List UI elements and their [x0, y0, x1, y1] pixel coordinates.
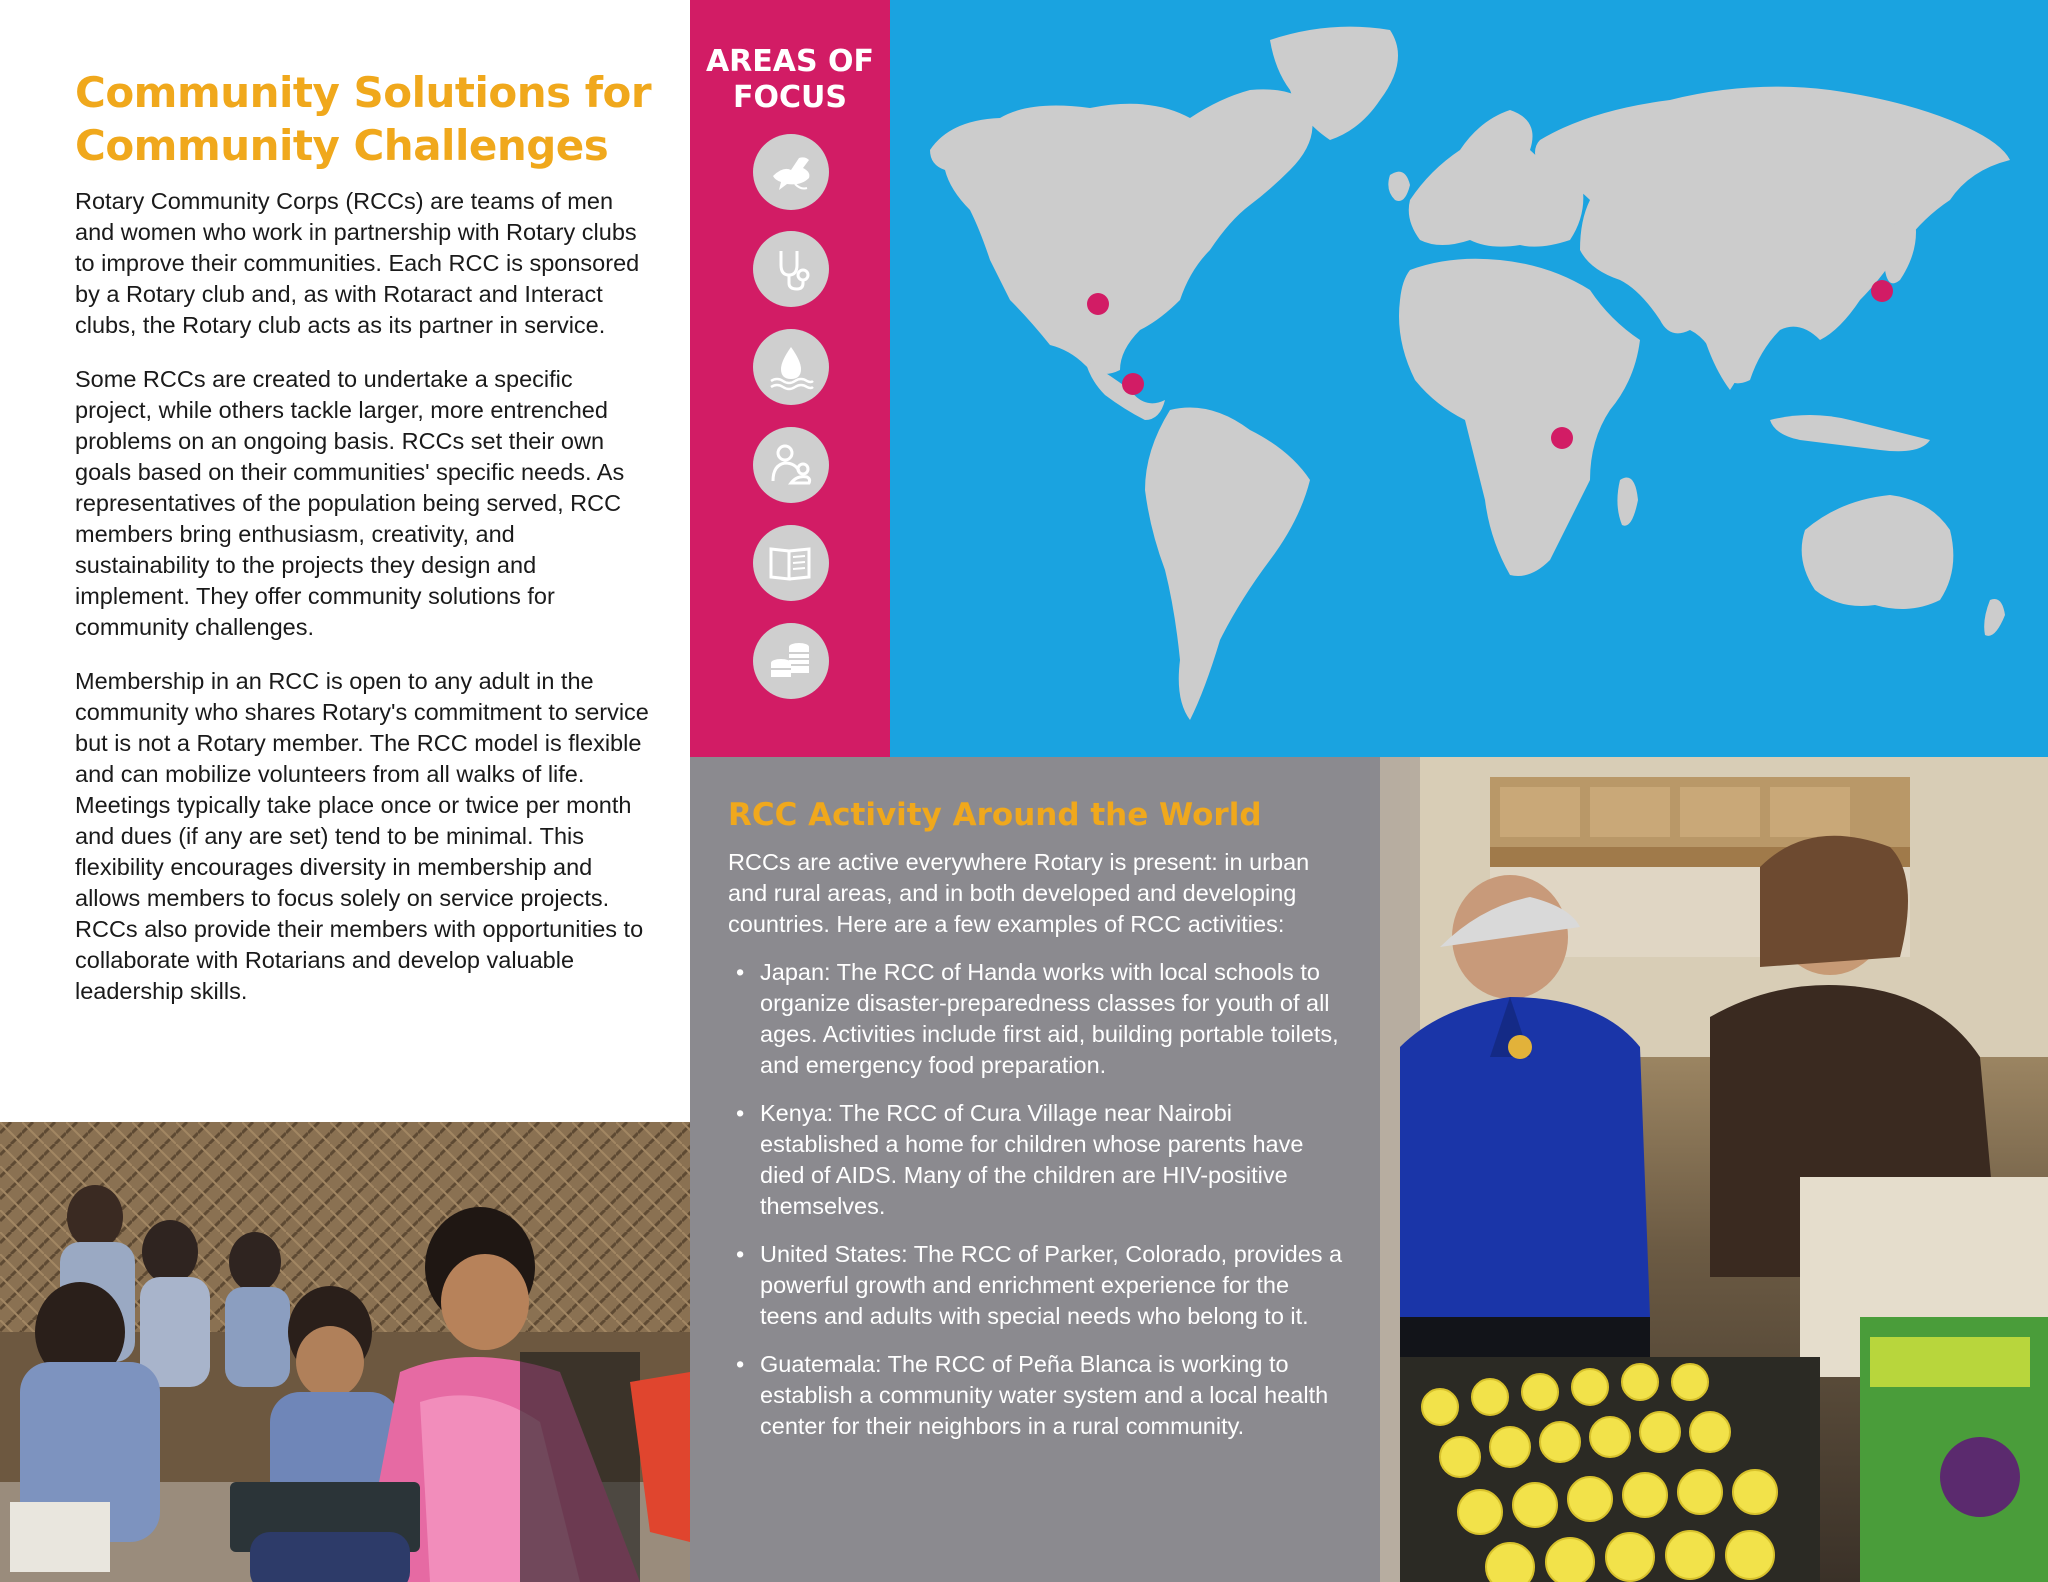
- food-bank-photo-illustration: [1380, 757, 2048, 1582]
- world-map-graphic: [890, 0, 2048, 757]
- areas-of-focus-title: [690, 44, 890, 116]
- food-bank-photo: [1380, 757, 2048, 1582]
- areas-of-focus-bar: [690, 0, 890, 757]
- continent-uk: [1388, 172, 1410, 201]
- continent-indonesia: [1770, 415, 1930, 451]
- activity-item-kenya: • Kenya: The RCC of Cura Village near Nairobi established a home for children whose parents have died of AIDS. Many of the children are HIV-positive themselves.: [728, 1098, 1348, 1222]
- water-drop-icon: [753, 329, 829, 405]
- continent-new-zealand: [1984, 599, 2005, 636]
- activity-list: [728, 957, 1348, 1459]
- activity-item-japan: • Japan: The RCC of Handa works with local schools to organize disaster-preparedness classes for youth of all ages. Activities include first aid, building portable toilets, and emergency food preparation.: [728, 957, 1348, 1081]
- continent-australia: [1802, 495, 1954, 609]
- map-marker-kenya: [1551, 427, 1573, 449]
- intro-paragraph-1: Rotary Community Corps (RCCs) are teams of men and women who work in partnership with Rotary clubs to improve their communities. Each RCC is sponsored by a Rotary club and, as with Rotaract and Interact clubs, the Rotary club acts as its partner in service.: [75, 188, 640, 338]
- continent-europe: [1409, 110, 1584, 247]
- classroom-photo-illustration: [0, 1122, 690, 1582]
- classroom-photo: [0, 1122, 690, 1582]
- continent-north-america: [930, 89, 1313, 374]
- intro-paragraph-3: Membership in an RCC is open to any adult in the community who shares Rotary's commitment to service but is not a Rotary member. The RCC model is flexible and can mobilize volunteers from all walks of life. Meetings typically take place once or twice per month and dues (if any are set) tend to be minimal. This flexibility encourages diversity in membership and allows members to focus solely on service projects. RCCs also provide their members with opportunities to collaborate with Rotarians and develop valuable leadership skills.: [75, 668, 649, 1004]
- map-marker-guatemala: [1122, 373, 1144, 395]
- activity-item-united-states: • United States: The RCC of Parker, Colorado, provides a powerful growth and enrichment experience for the teens and adults with special needs who belong to it.: [728, 1239, 1348, 1332]
- world-map: [890, 0, 2048, 757]
- book-icon: [753, 525, 829, 601]
- areas-of-focus-title-line-1: AREAS OF: [705, 44, 875, 79]
- activity-intro: RCCs are active everywhere Rotary is present: in urban and rural areas, and in both developed and developing countries. Here are a few examples of RCC activities:: [728, 849, 1310, 937]
- areas-of-focus-title-line-2: FOCUS: [733, 80, 847, 115]
- continent-south-america: [1145, 408, 1310, 721]
- mother-child-icon: [753, 427, 829, 503]
- activity-item-guatemala: • Guatemala: The RCC of Peña Blanca is working to establish a community water system and a local health center for their neighbors in a rural community.: [728, 1349, 1348, 1442]
- intro-section: [75, 66, 655, 1030]
- continent-madagascar: [1617, 478, 1638, 526]
- continent-africa: [1399, 259, 1640, 576]
- activity-panel: [690, 757, 1380, 1582]
- dove-icon: [753, 134, 829, 210]
- activity-heading: RCC Activity Around the World: [728, 797, 1262, 833]
- stethoscope-icon: [753, 231, 829, 307]
- page-title: [75, 66, 655, 172]
- intro-paragraph-2: Some RCCs are created to undertake a specific project, while others tackle larger, more entrenched problems on an ongoing basis. RCCs set their own goals based on their communities' specific needs. As representatives of the population being served, RCC members bring enthusiasm, creativity, and sustainability to the projects they design and implement. They offer community solutions for community challenges.: [75, 366, 625, 640]
- continent-india: [1704, 300, 1760, 390]
- map-marker-united-states: [1087, 293, 1109, 315]
- page-title-line-2: Community Challenges: [75, 121, 609, 170]
- coins-icon: [753, 623, 829, 699]
- map-marker-japan: [1871, 280, 1893, 302]
- page-title-line-1: Community Solutions for: [75, 68, 652, 117]
